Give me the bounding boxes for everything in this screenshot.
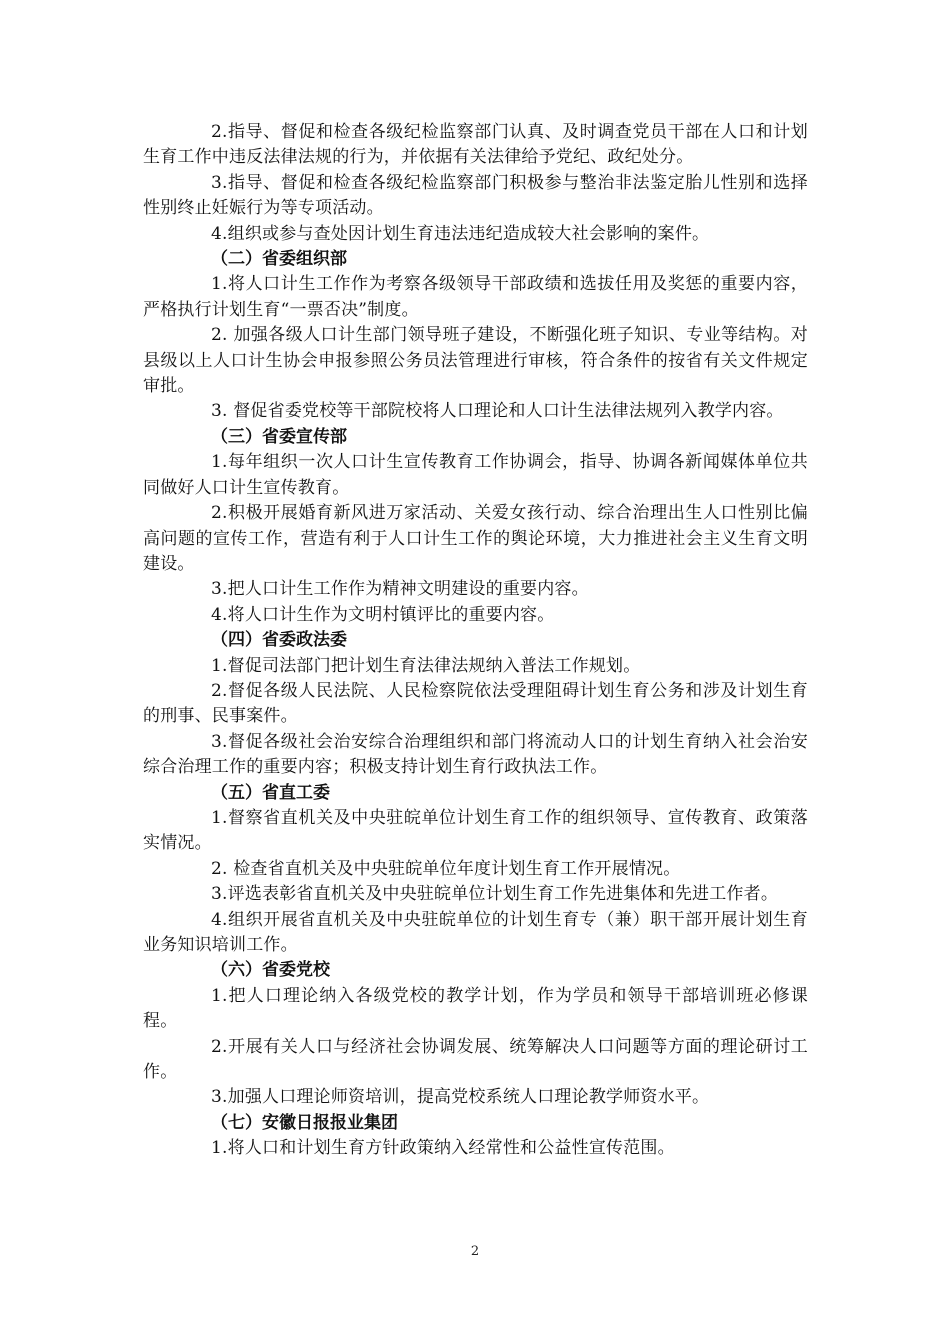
paragraph: 3.督促各级社会治安综合治理组织和部门将流动人口的计划生育纳入社会治安综合治理工作的重要内容；积极支持计划生育行政执法工作。 — [143, 731, 808, 778]
paragraph: 2.督促各级人民法院、人民检察院依法受理阻碍计划生育公务和涉及计划生育的刑事、民事案件。 — [143, 680, 808, 727]
paragraph: 2.开展有关人口与经济社会协调发展、统筹解决人口问题等方面的理论研讨工作。 — [143, 1036, 808, 1083]
paragraph: 1.每年组织一次人口计生宣传教育工作协调会，指导、协调各新闻媒体单位共同做好人口计生宣传教育。 — [143, 452, 808, 498]
section-heading: （三）省委宣传部 — [211, 426, 347, 447]
paragraph: 3.评选表彰省直机关及中央驻皖单位计划生育工作先进集体和先进工作者。 — [211, 884, 779, 905]
paragraph: 3.指导、督促和检查各级纪检监察部门积极参与整治非法鉴定胎儿性别和选择性别终止妊娠行为等专项活动。 — [143, 172, 808, 219]
paragraph: 1.督察省直机关及中央驻皖单位计划生育工作的组织领导、宣传教育、政策落实情况。 — [143, 807, 808, 854]
paragraph: 1.将人口和计划生育方针政策纳入经常性和公益性宣传范围。 — [211, 1138, 675, 1159]
paragraph: 4.组织或参与查处因计划生育违法违纪造成较大社会影响的案件。 — [211, 223, 710, 244]
paragraph: 2.指导、督促和检查各级纪检监察部门认真、及时调查党员干部在人口和计划生育工作中违反法律法规的行为，并依据有关法律给予党纪、政纪处分。 — [143, 122, 808, 168]
document-body — [143, 120, 808, 1162]
paragraph: 4.将人口计生作为文明村镇评比的重要内容。 — [211, 604, 555, 625]
section-heading: （七）安徽日报报业集团 — [211, 1112, 398, 1133]
paragraph: 3.加强人口理论师资培训，提高党校系统人口理论教学师资水平。 — [211, 1087, 710, 1108]
paragraph: 2. 加强各级人口计生部门领导班子建设，不断强化班子知识、专业等结构。对县级以上人口计生协会申报参照公务员法管理进行审核，符合条件的按省有关文件规定审批。 — [143, 325, 808, 397]
paragraph: 2. 检查省直机关及中央驻皖单位年度计划生育工作开展情况。 — [211, 858, 681, 879]
section-heading: （二）省委组织部 — [211, 249, 347, 270]
paragraph: 2.积极开展婚育新风进万家活动、关爱女孩行动、综合治理出生人口性别比偏高问题的宣传工作，营造有利于人口计生工作的舆论环境，大力推进社会主义生育文明建设。 — [143, 503, 808, 574]
paragraph: 1.将人口计生工作作为考察各级领导干部政绩和选拔任用及奖惩的重要内容，严格执行计划生育“一票否决”制度。 — [143, 274, 808, 320]
section-heading: （六）省委党校 — [211, 960, 330, 981]
paragraph: 1.督促司法部门把计划生育法律法规纳入普法工作规划。 — [211, 655, 641, 676]
section-heading: （四）省委政法委 — [211, 630, 347, 651]
paragraph: 3.把人口计生工作作为精神文明建设的重要内容。 — [211, 579, 589, 600]
page-number: 2 — [470, 1244, 480, 1259]
paragraph: 4.组织开展省直机关及中央驻皖单位的计划生育专（兼）职干部开展计划生育业务知识培训工作。 — [143, 909, 808, 955]
paragraph: 3. 督促省委党校等干部院校将人口理论和人口计生法律法规列入教学内容。 — [211, 401, 784, 422]
paragraph: 1.把人口理论纳入各级党校的教学计划，作为学员和领导干部培训班必修课程。 — [143, 985, 808, 1032]
section-heading: （五）省直工委 — [211, 782, 330, 803]
